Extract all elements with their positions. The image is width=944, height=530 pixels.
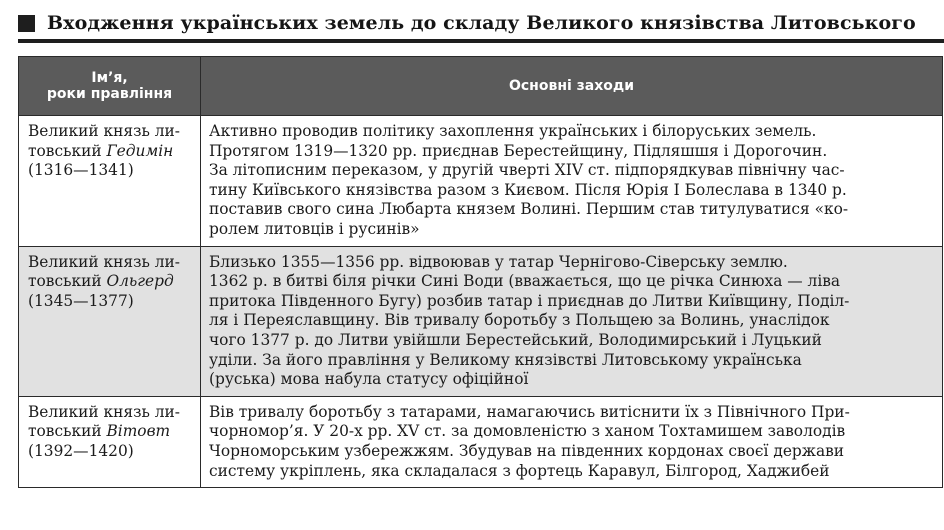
- measures-text-line: За літописним переказом, у другій чверті XIV ст. підпорядкував північну час-: [209, 161, 845, 180]
- ruler-title-line: Великий князь ли-: [28, 252, 180, 271]
- ruler-name-cell: [19, 246, 201, 396]
- ruler-title-line: Великий князь ли-: [28, 122, 180, 140]
- measures-text-line: уділи. За його правління у Великому князівстві Литовському українська: [209, 350, 802, 369]
- measures-text-line: ля і Переяславщину. Вів тривалу боротьбу з Польщею за Волинь, унаслідок: [209, 311, 830, 330]
- measures-text-line: поставив свого сина Любарта князем Волині. Першим став титулуватися «ко-: [209, 200, 849, 219]
- measures-text-line: Близько 1355—1356 рр. відвоював у татар Чернігово-Сіверську землю.: [209, 252, 788, 271]
- ruler-title-suffix: товський: [28, 272, 107, 291]
- ruler-years: (1392—1420): [28, 441, 134, 460]
- measures-text-line: Активно проводив політику захоплення українських і білоруських земель.: [209, 122, 817, 140]
- header-name-line2: роки правління: [46, 86, 173, 102]
- heading-divider: [18, 39, 944, 43]
- measures-text-line: чого 1377 р. до Литви увійшли Берестейський, Володимирський і Луцький: [209, 330, 822, 349]
- measures-text-line: Протягом 1319—1320 рр. приєднав Берестейщину, Підляшшя і Дорогочин.: [209, 141, 828, 160]
- measures-text-line: Вів тривалу боротьбу з татарами, намагаючись витіснити їх з Північного При-: [209, 402, 850, 421]
- measures-text-line: систему укріплень, яка складалася з фортець Каравул, Білгород, Хаджибей: [209, 461, 830, 480]
- section-heading: [18, 8, 916, 38]
- measures-text-line: тину Київського князівства разом з Києвом. Після Юрія І Болеслава в 1340 р.: [209, 180, 847, 199]
- ruler-title-line: Великий князь ли-: [28, 402, 180, 421]
- measures-text-line: 1362 р. в битві біля річки Сині Води (вважається, що це річка Синюха — ліва: [209, 272, 841, 291]
- measures-text-line: Чорноморським узбережжям. Збудував на південних кордонах своєї держави: [209, 441, 845, 460]
- table-row: [19, 396, 943, 487]
- measures-cell: [201, 116, 943, 247]
- ruler-title-suffix: товський: [28, 141, 107, 160]
- measures-text-line: притока Південного Бугу) розбив татар і приєднав до Литви Київщину, Поділ-: [209, 291, 850, 310]
- header-name-line1: Ім’я,: [91, 70, 128, 86]
- header-name-column: [19, 57, 201, 116]
- table-row: [19, 116, 943, 247]
- ruler-name: Гедимін: [106, 141, 174, 160]
- header-measures-column: Основні заходи: [201, 57, 943, 116]
- ruler-name-cell: [19, 116, 201, 247]
- rulers-table: [18, 56, 943, 488]
- measures-cell: [201, 396, 943, 487]
- ruler-years: (1316—1341): [28, 161, 134, 180]
- page-title: Входження українських земель до складу Великого князівства Литовського: [47, 12, 916, 34]
- ruler-name: Ольгерд: [106, 272, 174, 291]
- ruler-years: (1345—1377): [28, 291, 134, 310]
- ruler-name: Вітовт: [106, 422, 171, 441]
- measures-text-line: (руська) мова набула статусу офіційної: [209, 370, 529, 389]
- table-header-row: [19, 57, 943, 116]
- measures-text-line: чорномор’я. У 20-х рр. XV ст. за домовленістю з ханом Тохтамишем заволодів: [209, 422, 846, 441]
- measures-cell: [201, 246, 943, 396]
- black-square-bullet-icon: [18, 15, 35, 32]
- ruler-name-line: [28, 422, 196, 442]
- table-row: [19, 246, 943, 396]
- ruler-name-cell: [19, 396, 201, 487]
- measures-text-line: ролем литовців і русинів»: [209, 219, 420, 238]
- ruler-name-line: [28, 142, 196, 162]
- ruler-name-line: [28, 272, 196, 292]
- ruler-title-suffix: товський: [28, 422, 107, 441]
